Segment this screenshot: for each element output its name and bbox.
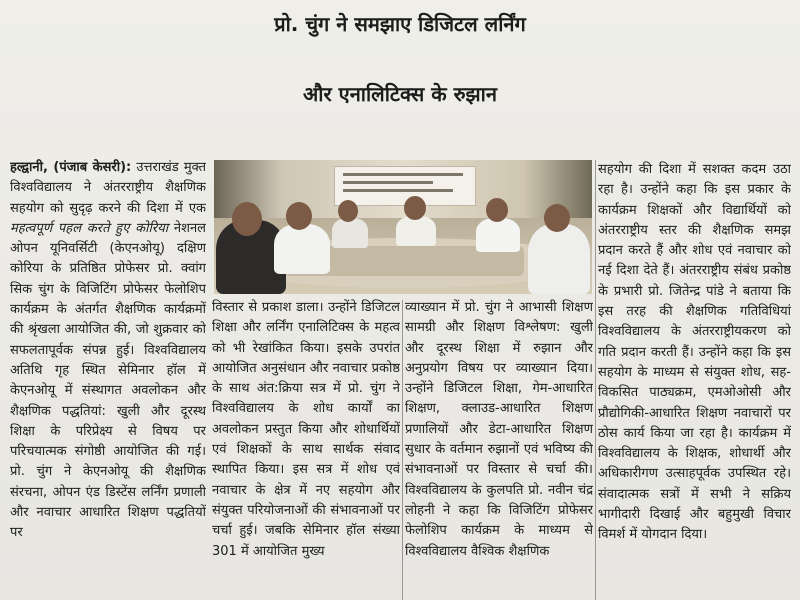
article-text-4: सहयोग की दिशा में सशक्त कदम उठा रहा है। उन्होंने कहा कि इस प्रकार के कार्यक्रम शिक्षकों और विद्यार्थियों को अंतरराष्ट्रीय स्तर की शैक्षणिक समझ प्रदान करते हैं और शोध एवं नवाचार को नई दिशा देते हैं। अंतरराष्ट्रीय संबंध प्रकोष्ठ के प्रभारी प्रो. जितेन्द्र पांडे ने बताया कि इस तरह की शैक्षणिक गतिविधियां विश्वविद्यालय के अंतरराष्ट्रीयकरण को गति प्रदान करती हैं। उन्होंने कहा कि इस सहयोग के माध्यम से संयुक्त शोध, सह-विकसित पाठ्यक्रम, एमओओसी और प्रौद्योगिकी-आधारित शिक्षण नवाचारों पर ठोस कार्य किया जा रहा है। कार्यक्रम में विश्वविद्यालय के शिक्षक, शोधार्थी और अधिकारीगण उत्साहपूर्वक उपस्थित रहे। संवादात्मक सत्रों में सभी ने सक्रिय भागीदारी दिखाई और बहुमुखी विचार विमर्श में योगदान दिया।	[598, 162, 791, 543]
article-text-2: विस्तार से प्रकाश डाला। उन्होंने डिजिटल शिक्षा और लर्निंग एनालिटिक्स के महत्व को भी रेखांकित किया। इसके उपरांत आयोजित अनुसंधान और नवाचार प्रकोष्ठ के साथ अंत:क्रिया सत्र में प्रो. चुंग ने विश्वविद्यालय के शोध कार्यों का अवलोकन प्रस्तुत किया और शोधार्थियों एवं शिक्षकों के साथ सार्थक संवाद स्थापित किया। इस सत्र में शोध एवं नवाचार के क्षेत्र में नए सहयोग और संयुक्त परियोजनाओं की संभावनाओं पर चर्चा हुई। जबकि सेमिनार हॉल संख्या 301 में आयोजित मुख्य	[212, 300, 400, 559]
photo-person-head	[486, 198, 508, 222]
photo-person	[396, 216, 436, 246]
column-rule	[595, 160, 596, 600]
article-text-1b: नेशनल ओपन यूनिवर्सिटी (केएनओयू) दक्षिण कोरिया के प्रतिष्ठित प्रोफेसर प्रो. क्वांग सिक चुंग के विजिटिंग प्रोफेसर फेलोशिप कार्यक्रम के अंतर्गत शैक्षणिक कार्यक्रमों की श्रृंखला आयोजित की, जो शुक्रवार को सफलतापूर्वक संपन्न हुई। विश्वविद्यालय अतिथि गृह स्थित सेमिनार हॉल में केएनओयू में संस्थागत अवलोकन और शैक्षणिक पद्धतियां: खुली और दूरस्थ शिक्षा के परिप्रेक्ष्य से विषय पर परिचयात्मक संगोष्ठी आयोजित की गई। प्रो. चुंग ने केएनओयू की शैक्षणिक संरचना, ओपन एंड डिस्टेंस लर्निंग प्रणाली और नवाचार आधारित शिक्षण पद्धतियों पर	[10, 220, 206, 541]
photo-person	[332, 218, 368, 248]
article-column-2	[212, 298, 400, 600]
headline-line-2: और एनालिटिक्स के रुझान	[303, 82, 497, 106]
headline-line-1: प्रो. चुंग ने समझाए डिजिटल लर्निंग	[274, 12, 526, 36]
article-text-3: व्याख्यान में प्रो. चुंग ने आभासी शिक्षण सामग्री और शिक्षण विश्लेषण: खुली और दूरस्थ शिक्षा में रुझान और अनुप्रयोग विषय पर व्याख्यान दिया। उन्होंने डिजिटल शिक्षा, गेम-आधारित शिक्षण, क्लाउड-आधारित शिक्षण प्रणालियों और डेटा-आधारित शिक्षण सुधार के वर्तमान रुझानों एवं भविष्य की संभावनाओं पर विस्तार से चर्चा की। विश्वविद्यालय के कुलपति प्रो. नवीन चंद्र लोहनी ने कहा कि विजिटिंग प्रोफेसर फेलोशिप कार्यक्रम के माध्यम से विश्वविद्यालय वैश्विक शैक्षणिक	[405, 300, 593, 559]
article-column-3	[405, 298, 593, 600]
article-column-4	[598, 160, 791, 600]
photo-person	[528, 224, 590, 294]
photo-person-head	[232, 202, 262, 236]
article-column-1	[10, 158, 206, 600]
column-rule	[402, 300, 403, 600]
photo-person-head	[286, 202, 312, 230]
article-text-italic: महत्वपूर्ण पहल करते हुए कोरिया	[10, 220, 169, 236]
photo-person-head	[338, 200, 358, 222]
article-text-1a: उत्तराखंड मुक्त विश्वविद्यालय ने अंतरराष्ट्रीय शैक्षणिक सहयोग को सुदृढ़ करने की दिशा में एक	[10, 160, 206, 216]
photo-person	[476, 218, 520, 252]
photo-person	[274, 224, 330, 274]
dateline: हल्द्वानी, (पंजाब केसरी):	[10, 160, 132, 175]
photo-person-head	[404, 196, 426, 220]
photo-banner	[334, 166, 476, 206]
news-photo	[214, 160, 592, 294]
photo-person-head	[544, 204, 570, 232]
